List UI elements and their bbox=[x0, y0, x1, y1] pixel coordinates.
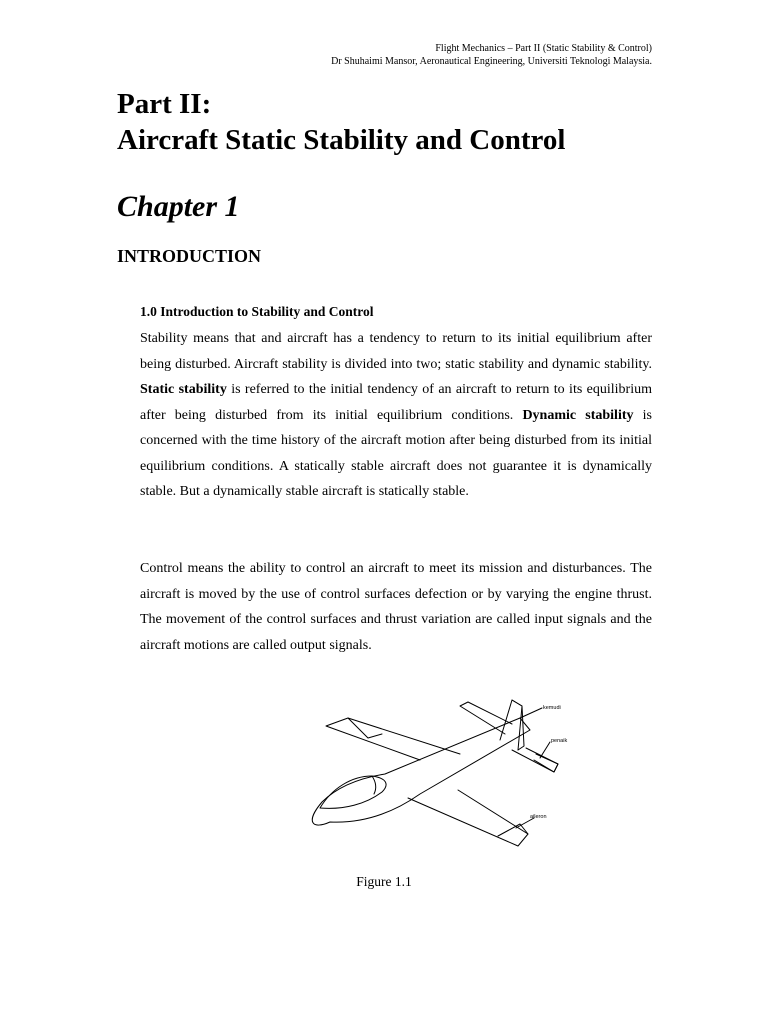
part-subtitle: Aircraft Static Stability and Control bbox=[117, 124, 566, 156]
introduction-heading: INTRODUCTION bbox=[117, 246, 262, 266]
figure-caption: Figure 1.1 bbox=[356, 874, 412, 889]
dynamic-stability-term: Dynamic stability bbox=[522, 407, 634, 423]
static-stability-term: Static stability bbox=[140, 382, 227, 397]
elevator-leader bbox=[540, 742, 550, 758]
header-line-1: Flight Mechanics – Part II (Static Stability & Control) bbox=[435, 43, 652, 54]
aileron-label: aileron bbox=[530, 814, 547, 820]
aileron-surface bbox=[498, 824, 528, 836]
rudder-surface bbox=[512, 700, 524, 750]
page-title bbox=[117, 86, 565, 158]
part-label: Part II: bbox=[117, 88, 212, 120]
rudder-label: kemudi bbox=[543, 705, 561, 711]
far-wing-flap bbox=[348, 718, 382, 738]
canopy-frame bbox=[372, 776, 376, 794]
far-wing bbox=[326, 718, 460, 760]
control-paragraph: Control means the ability to control an aircraft to meet its mission and disturbances. The aircraft is moved by the use of control surfaces defection or by varying the engine thrust. The movement of the control surfaces and thrust variation are called input signals and the aircraft motions are called output signals. bbox=[140, 561, 652, 653]
canopy bbox=[320, 776, 386, 808]
far-stabilizer bbox=[460, 702, 512, 734]
section-title: 1.0 Introduction to Stability and Control bbox=[140, 304, 374, 319]
near-wing bbox=[408, 790, 528, 846]
near-stabilizer bbox=[512, 748, 558, 772]
elevator-label: penaik bbox=[551, 738, 568, 744]
header-line-2: Dr Shuhaimi Mansor, Aeronautical Engineering, Universiti Teknologi Malaysia. bbox=[331, 56, 652, 67]
aircraft-figure bbox=[290, 690, 580, 865]
chapter-heading: Chapter 1 bbox=[117, 190, 240, 223]
para1-text-3: is concerned with the time history of the aircraft motion after being disturbed from its initial equilibrium conditions. A statically stable aircraft does not guarantee it is dynamically stable. But a dynamically stable aircraft is statically stable. bbox=[140, 407, 653, 499]
running-header bbox=[331, 42, 652, 68]
para1-text-2: is referred to the initial tendency of an aircraft to return to its equilibrium after being disturbed from its initial equilibrium conditions. bbox=[140, 382, 652, 423]
stability-paragraph bbox=[140, 326, 652, 505]
rudder-leader bbox=[520, 708, 542, 718]
para1-text-1: Stability means that and aircraft has a tendency to return to its initial equilibrium after being disturbed. Aircraft stability is divided into two; static stability and dynamic stability. bbox=[140, 331, 652, 372]
fuselage-outline bbox=[312, 718, 530, 825]
aircraft-drawing bbox=[290, 690, 580, 860]
